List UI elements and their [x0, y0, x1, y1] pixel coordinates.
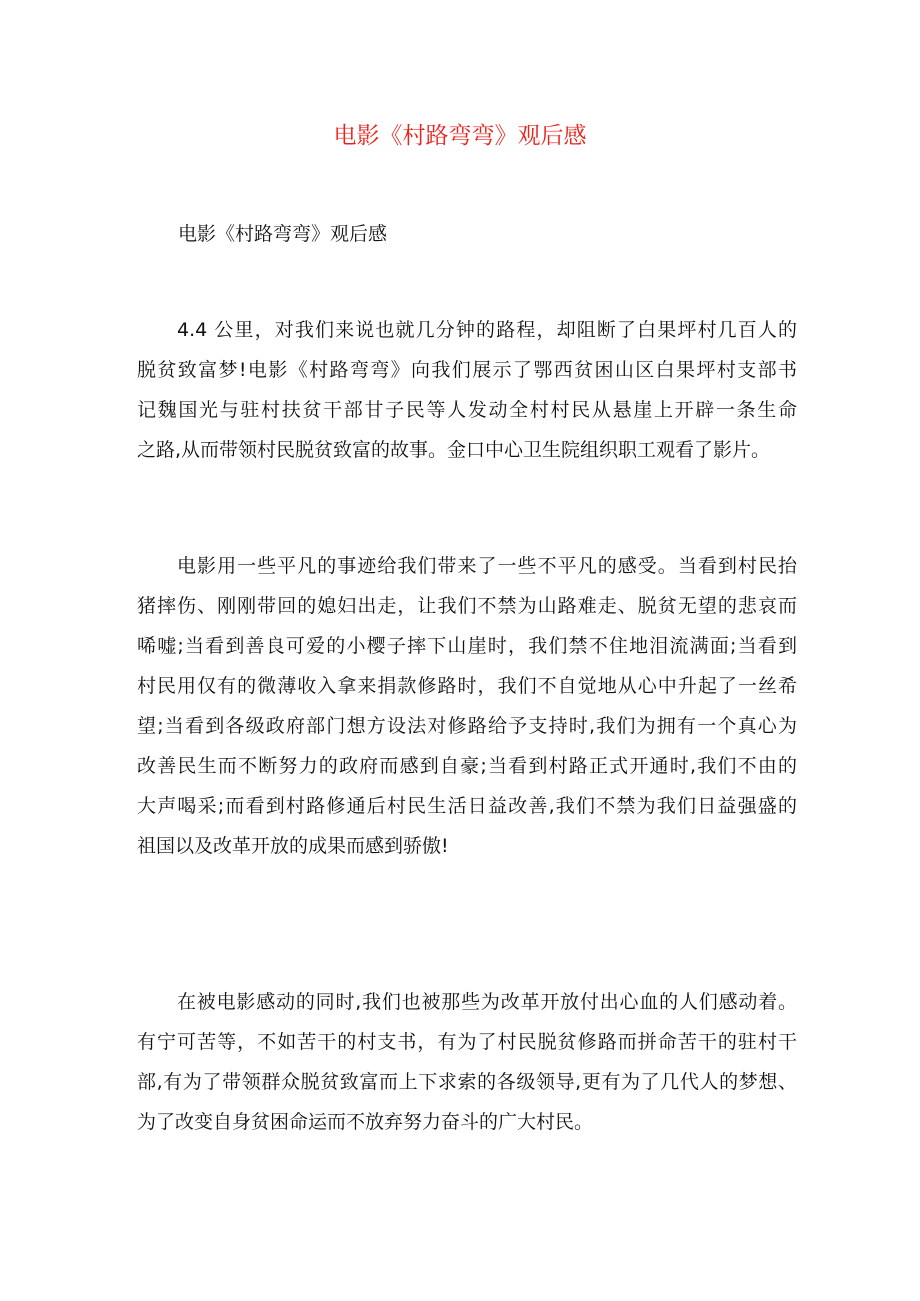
paragraph-line: 部,有为了带领群众脱贫致富而上下求索的各级领导,更有为了几代人的梦想、	[137, 1071, 797, 1093]
paragraph-line: 村民用仅有的微薄收入拿来捐款修路时，我们不自觉地从心中升起了一丝希	[137, 675, 797, 697]
paragraph-line: 在被电影感动的同时,我们也被那些为改革开放付出心血的人们感动着。	[177, 991, 797, 1013]
paragraph-line: 脱贫致富梦!电影《村路弯弯》向我们展示了鄂西贫困山区白果坪村支部书	[137, 359, 797, 381]
paragraph-line: 为了改变自身贫困命运而不放弃努力奋斗的广大村民。	[137, 1111, 594, 1133]
paragraph-line: 猪摔伤、刚刚带回的媳妇出走，让我们不禁为山路难走、脱贫无望的悲哀而	[137, 595, 797, 617]
paragraph-2	[137, 546, 797, 866]
paragraph-line: 唏嘘;当看到善良可爱的小樱子摔下山崖时，我们禁不住地泪流满面;当看到	[137, 635, 797, 657]
paragraph-line: 大声喝采;而看到村路修通后村民生活日益改善,我们不禁为我们日益强盛的	[137, 795, 797, 817]
paragraph-line: 祖国以及改革开放的成果而感到骄傲!	[137, 835, 449, 857]
paragraph-1	[137, 310, 797, 470]
paragraph-line: 望;当看到各级政府部门想方设法对修路给予支持时,我们为拥有一个真心为	[137, 715, 797, 737]
paragraph-line: 电影用一些平凡的事迹给我们带来了一些不平凡的感受。当看到村民抬	[177, 555, 797, 577]
paragraph-line: 之路,从而带领村民脱贫致富的故事。金口中心卫生院组织职工观看了影片。	[137, 439, 771, 461]
paragraph-line: 有宁可苦等，不如苦干的村支书，有为了村民脱贫修路而拼命苦干的驻村干	[137, 1031, 797, 1053]
document-subtitle: 电影《村路弯弯》观后感	[178, 223, 388, 245]
document-title: 电影《村路弯弯》观后感	[333, 123, 587, 149]
paragraph-3	[137, 982, 797, 1142]
paragraph-line: 改善民生而不断努力的政府而感到自豪;当看到村路正式开通时,我们不由的	[137, 755, 797, 777]
paragraph-line: 4.4 公里，对我们来说也就几分钟的路程，却阻断了白果坪村几百人的	[177, 319, 797, 341]
paragraph-line: 记魏国光与驻村扶贫干部甘子民等人发动全村村民从悬崖上开辟一条生命	[137, 399, 797, 421]
